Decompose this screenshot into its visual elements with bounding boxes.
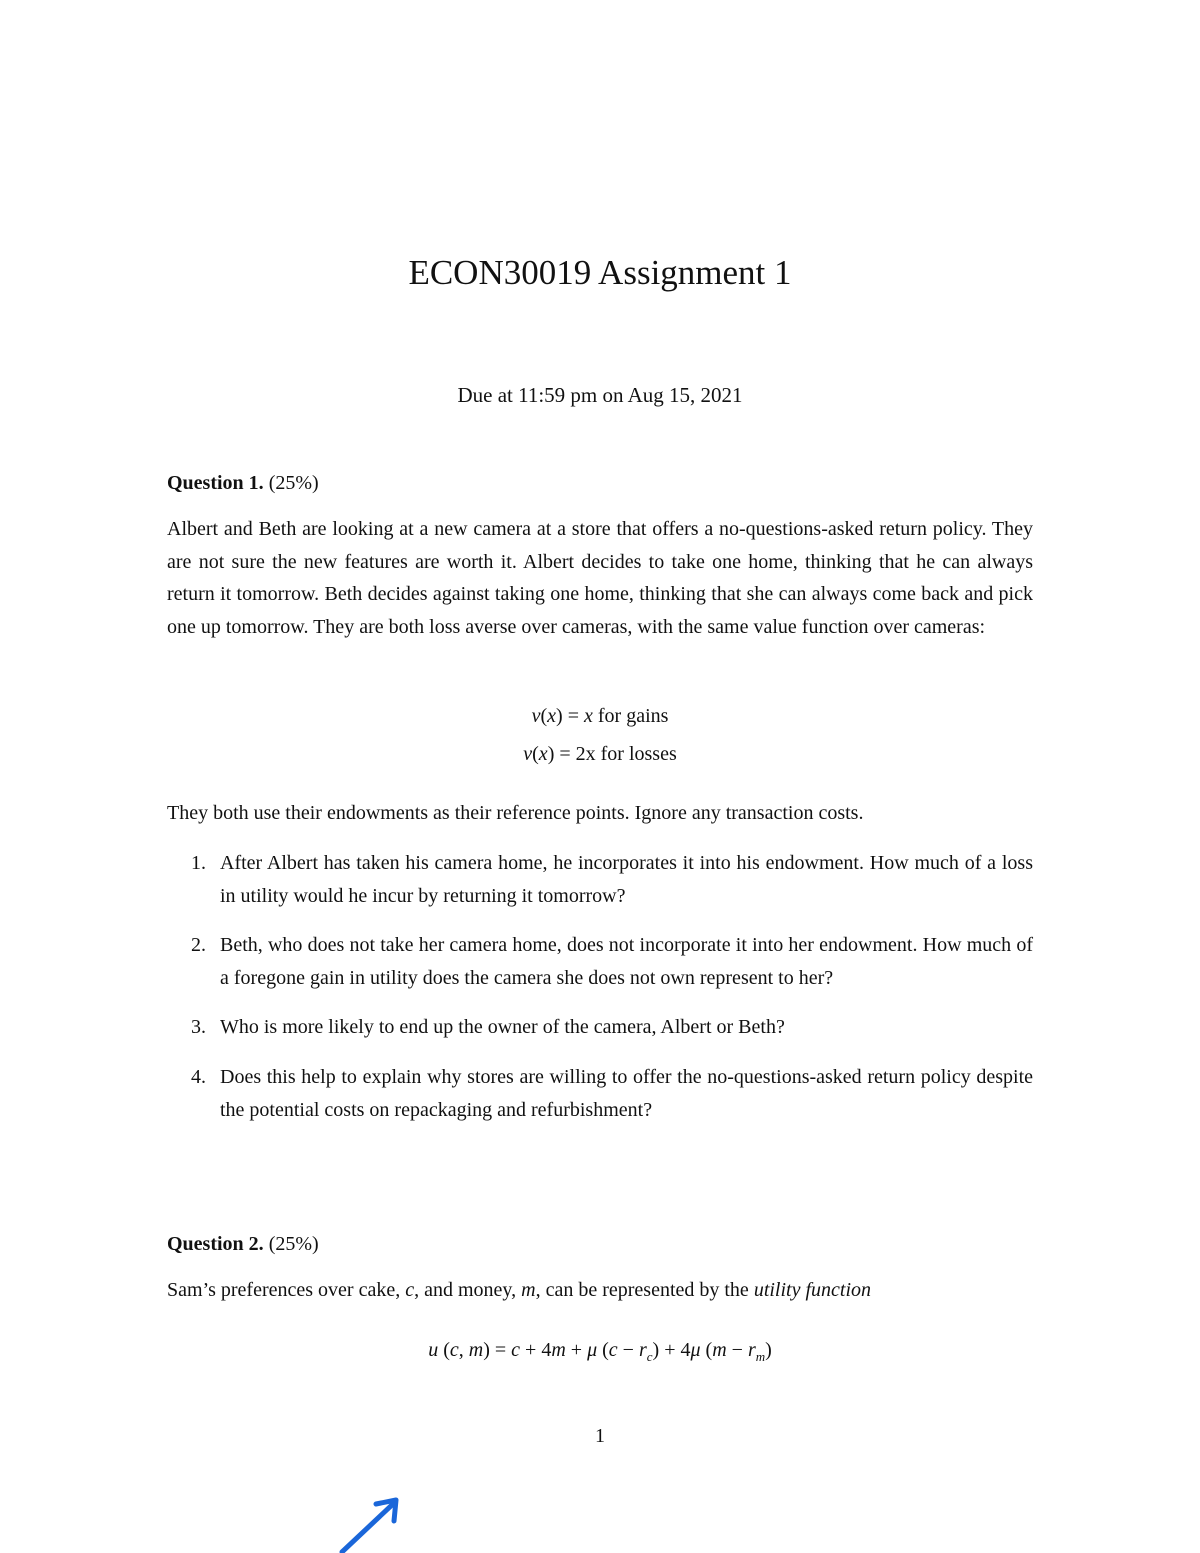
question-1-weight: (25%) — [268, 472, 319, 494]
question-1-intro: Albert and Beth are looking at a new camera at a store that offers a no-questions-asked return policy. They are not sure the new features are worth it. Albert decides to take one home, thinking that he can always return it tomorrow. Beth decides against taking one home, thinking that she can always come back and pick one up tomorrow. They are both loss averse over cameras, with the same value function over cameras: — [167, 518, 1033, 638]
utility-equation: u (c, m) = c + 4m + μ $(c - r_c) + 4\mu$ $(m - r_m)$ — [428, 1339, 772, 1364]
eq1-text: for gains — [597, 705, 669, 727]
eq2-rhs: 2x — [575, 743, 596, 765]
list-item-text: After Albert has taken his camera home, he incorporates it into his endowment. How much of a loss in utility would he incur by returning it tomorrow? — [220, 852, 1033, 907]
document-title: ECON30019 Assignment 1 — [408, 253, 792, 292]
list-item — [167, 1011, 1033, 1044]
value-function-gains: v(x) = x for gains — [531, 705, 669, 727]
value-function-losses: v(x) = 2x for losses — [523, 743, 677, 765]
question-2-label: Question 2. — [167, 1233, 264, 1255]
list-item-number: 2. — [191, 934, 206, 957]
question-1-parts — [167, 847, 1033, 1143]
eq2-text: for losses — [600, 743, 677, 765]
list-item-number: 4. — [191, 1065, 206, 1088]
eq1-rhs: x — [583, 705, 593, 727]
question-1-label: Question 1. — [167, 472, 264, 494]
question-2-heading — [167, 1230, 319, 1258]
list-item-text: Who is more likely to end up the owner of the camera, Albert or Beth? — [220, 1016, 785, 1039]
var-m: m — [521, 1279, 536, 1301]
list-item-text: Does this help to explain why stores are willing to offer the no-questions-asked return policy despite the potential costs on repackaging and refurbishment? — [220, 1065, 1033, 1121]
list-item — [167, 1061, 1033, 1126]
page-number: 1 — [595, 1425, 605, 1447]
intro-text-a: Sam’s preferences over cake, — [167, 1279, 406, 1301]
due-date: Due at 11:59 pm on Aug 15, 2021 — [457, 383, 743, 407]
var-c: c — [405, 1279, 415, 1301]
question-1-reference-text: They both use their endowments as their reference points. Ignore any transaction costs. — [167, 802, 864, 824]
list-item-text: Beth, who does not take her camera home, does not incorporate it into her endowment. How much of a foregone gain in utility does the camera she does not own represent to her? — [220, 934, 1033, 989]
list-item-number: 1. — [191, 852, 206, 874]
list-item — [167, 929, 1033, 994]
utility-function-term: utility function — [753, 1279, 872, 1301]
question-2-weight: (25%) — [268, 1233, 319, 1255]
list-item-number: 3. — [191, 1016, 206, 1039]
question-2-intro — [167, 1274, 1033, 1307]
question-1-heading — [167, 469, 319, 497]
list-item — [167, 847, 1033, 912]
intro-text-d: , can be represented by the — [535, 1279, 754, 1301]
intro-text-b: , and money, — [414, 1279, 522, 1301]
arrow-up-right-icon — [336, 1495, 406, 1553]
